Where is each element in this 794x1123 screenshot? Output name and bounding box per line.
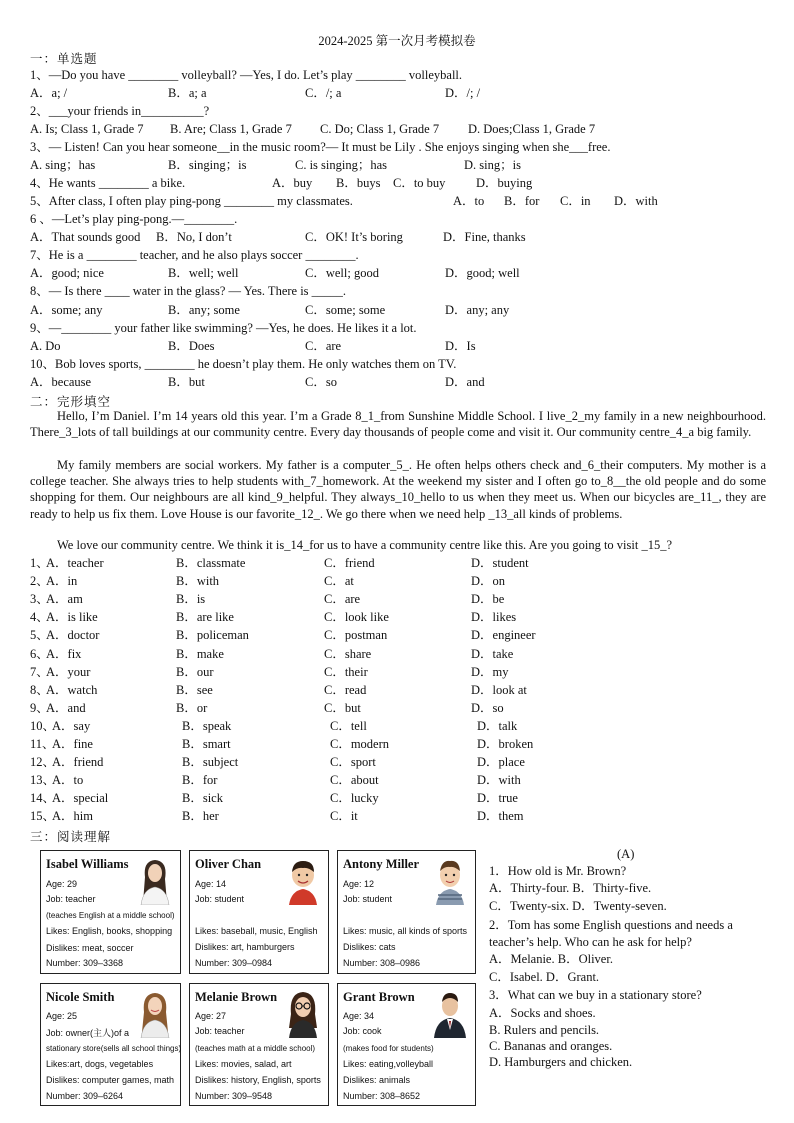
card-line: Age: 27 bbox=[195, 1011, 227, 1021]
cloze-option-number: 6、 bbox=[30, 646, 49, 661]
cloze-option: D．be bbox=[471, 592, 505, 607]
cloze-option: C．it bbox=[330, 809, 358, 824]
card-line: (teaches English at a middle school) bbox=[46, 911, 175, 920]
cloze-option: B．are like bbox=[176, 610, 234, 625]
cloze-option: A．am bbox=[46, 592, 83, 607]
cloze-option-number: 9、 bbox=[30, 700, 49, 715]
cloze-option: A．and bbox=[46, 700, 86, 715]
cloze-option: B．speak bbox=[182, 718, 232, 733]
cloze-option-number: 7、 bbox=[30, 664, 49, 679]
card-line: Job: teacher bbox=[195, 1026, 245, 1036]
option: C．are bbox=[305, 339, 342, 353]
reading-line: A．Socks and shoes. bbox=[489, 1006, 596, 1020]
profile-card-isabel bbox=[40, 850, 181, 974]
option: C．so bbox=[305, 375, 337, 389]
option: C. Do; Class 1, Grade 7 bbox=[320, 122, 440, 136]
cloze-option: D．talk bbox=[477, 718, 518, 733]
reading-line: D. Hamburgers and chicken. bbox=[489, 1055, 633, 1069]
cloze-option: D．my bbox=[471, 664, 509, 679]
card-line: (makes food for students) bbox=[343, 1044, 434, 1053]
option: A．That sounds good bbox=[30, 230, 141, 244]
option: B．Does bbox=[168, 339, 215, 353]
reading-line: 2．Tom has some English questions and needs a bbox=[489, 918, 733, 932]
cloze-option: C．tell bbox=[330, 718, 367, 733]
card-line: Dislikes: cats bbox=[343, 942, 396, 952]
option: D．/; / bbox=[445, 86, 481, 100]
card-line: Dislikes: animals bbox=[343, 1075, 411, 1085]
cloze-option-number: 5、 bbox=[30, 628, 49, 643]
woman-portrait-icon bbox=[135, 988, 175, 1038]
card-line: Age: 34 bbox=[343, 1011, 375, 1021]
card-line: Job: cook bbox=[343, 1026, 382, 1036]
reading-line: C. Bananas and oranges. bbox=[489, 1039, 613, 1053]
reading-line: A．Thirty-four. B．Thirty-five. bbox=[489, 881, 652, 895]
option: D．any; any bbox=[445, 303, 510, 317]
cloze-option: A．teacher bbox=[46, 556, 104, 570]
cloze-option-number: 14、 bbox=[30, 791, 56, 806]
cloze-option: A．to bbox=[52, 773, 84, 788]
option: B. Are; Class 1, Grade 7 bbox=[170, 122, 292, 136]
question-5: 5、After class, I often play ping-pong ________ my classmates. bbox=[30, 194, 353, 208]
cloze-option: B．with bbox=[176, 574, 220, 589]
reading-passage-label: (A) bbox=[617, 847, 635, 861]
option: B．buys bbox=[336, 176, 381, 190]
card-name: Oliver Chan bbox=[195, 857, 262, 871]
question-9: 9、—________ your father like swimming? —Yes, he does. He likes it a lot. bbox=[30, 321, 417, 335]
option: B．any; some bbox=[168, 303, 240, 317]
cloze-option: C．modern bbox=[330, 737, 390, 751]
option: A. Is; Class 1, Grade 7 bbox=[30, 122, 144, 136]
cloze-option-number: 15、 bbox=[30, 809, 56, 824]
option: D．with bbox=[614, 194, 658, 208]
cloze-option: D．look at bbox=[471, 682, 527, 697]
cloze-option: D．so bbox=[471, 700, 504, 715]
cloze-option: B．is bbox=[176, 592, 206, 607]
section-heading-cloze: 二：完形填空 bbox=[30, 394, 112, 409]
option: B．singing；is bbox=[168, 158, 247, 172]
option: B．well; well bbox=[168, 266, 239, 280]
cloze-option-number: 1、 bbox=[30, 556, 49, 570]
option: B．for bbox=[504, 194, 540, 208]
cloze-option-number: 11、 bbox=[30, 737, 55, 751]
card-line: Age: 14 bbox=[195, 879, 227, 889]
profile-card-melanie bbox=[189, 983, 329, 1106]
cloze-option: C．about bbox=[330, 773, 379, 788]
cloze-option: C．read bbox=[324, 682, 367, 697]
section-heading-single-choice: 一：单选题 bbox=[30, 51, 98, 66]
cloze-option: D．engineer bbox=[471, 628, 536, 643]
man-in-suit-icon bbox=[430, 988, 470, 1038]
cloze-option: C．their bbox=[324, 664, 368, 679]
profile-card-oliver bbox=[189, 850, 329, 974]
card-line: (teaches math at a middle school) bbox=[195, 1044, 316, 1053]
option: D．buying bbox=[476, 176, 533, 190]
cloze-option: B．see bbox=[176, 682, 213, 697]
cloze-option: A．in bbox=[46, 574, 78, 589]
option: D．Is bbox=[445, 339, 476, 353]
question-4: 4、He wants ________ a bike. bbox=[30, 176, 186, 190]
cloze-paragraph-3: We love our community centre. We think it is_14_for us to have a community centre like this. Are you going to visit _15_? bbox=[57, 538, 673, 552]
profile-card-grant bbox=[337, 983, 476, 1106]
cloze-option-number: 12、 bbox=[30, 755, 56, 770]
cloze-option: B．or bbox=[176, 700, 208, 715]
cloze-option: D．them bbox=[477, 809, 524, 824]
reading-line: C．Isabel. D．Grant. bbox=[489, 970, 600, 984]
card-line: Job: student bbox=[195, 894, 245, 904]
cloze-option: B．subject bbox=[182, 755, 239, 770]
card-line: Job: student bbox=[343, 894, 393, 904]
cloze-option: D．with bbox=[477, 773, 521, 788]
cloze-option: B．make bbox=[176, 646, 224, 661]
option: D．Fine, thanks bbox=[443, 230, 526, 244]
reading-line: B. Rulers and pencils. bbox=[489, 1023, 600, 1037]
card-name: Melanie Brown bbox=[195, 990, 278, 1004]
reading-line: C．Twenty-six. D．Twenty-seven. bbox=[489, 899, 667, 913]
question-1: 1、—Do you have ________ volleyball? —Yes, I do. Let’s play ________ volleyball. bbox=[30, 68, 463, 82]
question-3: 3、— Listen! Can you hear someone__in the music room?— It must be Lily . She enjoys singing when she___free. bbox=[30, 140, 611, 154]
cloze-option: C．at bbox=[324, 574, 354, 589]
cloze-option: C．look like bbox=[324, 610, 389, 625]
cloze-option: D．likes bbox=[471, 610, 517, 625]
question-2: 2、___your friends in__________? bbox=[30, 104, 210, 118]
option: A. Do bbox=[30, 339, 61, 353]
option: A．some; any bbox=[30, 303, 103, 317]
card-name: Nicole Smith bbox=[46, 990, 115, 1004]
option: A．because bbox=[30, 375, 92, 389]
cloze-option-number: 3、 bbox=[30, 592, 49, 607]
cloze-option: D．broken bbox=[477, 737, 534, 751]
card-line: Number: 309–9548 bbox=[195, 1091, 273, 1101]
card-line: Likes:art, dogs, vegetables bbox=[46, 1059, 154, 1069]
cloze-option: A．doctor bbox=[46, 628, 100, 643]
card-line: Age: 25 bbox=[46, 1011, 78, 1021]
option: A. sing；has bbox=[30, 158, 96, 172]
cloze-option: A．your bbox=[46, 664, 91, 679]
page-title: 2024-2025 第一次月考模拟卷 bbox=[318, 34, 476, 48]
card-line: Number: 309–6264 bbox=[46, 1091, 124, 1101]
cloze-option: B．classmate bbox=[176, 556, 246, 570]
cloze-option: A．special bbox=[52, 791, 109, 806]
option: C．in bbox=[560, 194, 591, 208]
cloze-option-number: 10、 bbox=[30, 718, 56, 733]
cloze-option: C．lucky bbox=[330, 791, 379, 806]
cloze-option: C．but bbox=[324, 700, 361, 715]
option: D. Does;Class 1, Grade 7 bbox=[468, 122, 596, 136]
cloze-option-number: 13、 bbox=[30, 773, 56, 788]
card-line: Number: 308–0986 bbox=[343, 958, 421, 968]
card-line: Age: 12 bbox=[343, 879, 375, 889]
card-line: Likes: English, books, shopping bbox=[46, 926, 173, 936]
cloze-option: B．sick bbox=[182, 791, 223, 806]
cloze-option: B．for bbox=[182, 773, 218, 788]
cloze-option: C．postman bbox=[324, 628, 388, 643]
profile-card-antony bbox=[337, 850, 476, 974]
card-line: Dislikes: art, hamburgers bbox=[195, 942, 295, 952]
option: A．good; nice bbox=[30, 266, 104, 280]
card-line: Number: 309–0984 bbox=[195, 958, 273, 968]
option: C. is singing；has bbox=[295, 158, 388, 172]
cloze-option: D．take bbox=[471, 646, 514, 661]
cloze-option: C．sport bbox=[330, 755, 376, 770]
option: C．some; some bbox=[305, 303, 386, 317]
option: A．to bbox=[453, 194, 485, 208]
cloze-option: B．policeman bbox=[176, 628, 249, 643]
cloze-option: A．friend bbox=[52, 755, 104, 770]
question-8: 8、— Is there ____ water in the glass? — Yes. There is _____. bbox=[30, 284, 347, 298]
cloze-option: A．fine bbox=[52, 737, 93, 751]
cloze-option: D．place bbox=[477, 755, 525, 770]
card-name: Isabel Williams bbox=[46, 857, 129, 871]
option: B．No, I don’t bbox=[156, 230, 232, 244]
profile-card-nicole bbox=[40, 983, 181, 1106]
reading-line: 3．What can we buy in a stationary store? bbox=[489, 988, 702, 1002]
cloze-option: C．are bbox=[324, 592, 361, 607]
cloze-option: C．friend bbox=[324, 556, 375, 570]
question-10: 10、Bob loves sports, ________ he doesn’t play them. He only watches them on TV. bbox=[30, 357, 457, 371]
cloze-option: B．smart bbox=[182, 737, 231, 751]
cloze-option-number: 8、 bbox=[30, 682, 49, 697]
card-line: Likes: music, all kinds of sports bbox=[343, 926, 468, 936]
card-name: Grant Brown bbox=[343, 990, 415, 1004]
card-line: Likes: eating,volleyball bbox=[343, 1059, 434, 1069]
option: C．OK! It’s boring bbox=[305, 230, 403, 244]
woman-with-glasses-icon bbox=[283, 988, 323, 1038]
cloze-option: D．true bbox=[477, 791, 518, 806]
option: B．but bbox=[168, 375, 205, 389]
reading-line: 1．How old is Mr. Brown? bbox=[489, 864, 627, 878]
cloze-option-number: 4、 bbox=[30, 610, 49, 625]
card-name: Antony Miller bbox=[343, 857, 420, 871]
boy-portrait-icon bbox=[283, 855, 323, 905]
cloze-option: A．is like bbox=[46, 610, 98, 625]
boy-portrait-icon bbox=[430, 855, 470, 905]
option: B．a; a bbox=[168, 86, 207, 100]
option: C．/; a bbox=[305, 86, 342, 100]
card-line: Job: teacher bbox=[46, 894, 96, 904]
cloze-option: A．him bbox=[52, 809, 93, 824]
card-line: Likes: baseball, music, English bbox=[195, 926, 318, 936]
section-heading-reading: 三：阅读理解 bbox=[30, 829, 112, 844]
card-line: Number: 309–3368 bbox=[46, 958, 124, 968]
card-line: Dislikes: meat, soccer bbox=[46, 943, 134, 953]
reading-line: A．Melanie. B．Oliver. bbox=[489, 952, 613, 966]
cloze-option: A．fix bbox=[46, 646, 82, 661]
cloze-option: A．watch bbox=[46, 682, 98, 697]
option: C．to buy bbox=[393, 176, 446, 190]
woman-portrait-icon bbox=[135, 855, 175, 905]
card-line: Age: 29 bbox=[46, 879, 78, 889]
card-line: Dislikes: history, English, sports bbox=[195, 1075, 321, 1085]
cloze-option: D．student bbox=[471, 556, 529, 570]
option: D．good; well bbox=[445, 266, 520, 280]
cloze-option: B．her bbox=[182, 809, 219, 824]
option: D．and bbox=[445, 375, 485, 389]
cloze-paragraph-2: My family members are social workers. My father is a computer_5_. He often helps others check and_6_their computers. My mother is a college teacher. She always tries to help students with_7_homework. At the weekend my sister and I often go to_8__the old people and do some shopping for them. Our neighbours are all kind_9_helpful. They always_10_hello to us when they meet us. When our bicycles are_11_, they are ready to help us fix them. Love House is our favorite_12_. We go there when we need help _13_all kinds of problems. bbox=[30, 458, 766, 521]
card-line: Job: owner(主人)of a bbox=[46, 1028, 130, 1038]
question-6: 6 、—Let’s play ping-pong.—________. bbox=[30, 212, 238, 226]
option: D. sing；is bbox=[464, 158, 521, 172]
option: A．buy bbox=[272, 176, 313, 190]
option: C．well; good bbox=[305, 266, 379, 280]
question-7: 7、He is a ________ teacher, and he also plays soccer ________. bbox=[30, 248, 359, 262]
card-line: stationary store(sells all school things) bbox=[46, 1044, 182, 1053]
card-line: Number: 308–8652 bbox=[343, 1091, 421, 1101]
reading-line: teacher’s help. Who can he ask for help? bbox=[489, 935, 692, 949]
cloze-paragraph-1: Hello, I’m Daniel. I’m 14 years old this year. I’m a Grade 8_1_from Sunshine Middle School. I live_2_my family in a new neighbourhood. There_3_lots of tall buildings at our community centre. Every day thousands of people come and visit it. Our community centre_4_a big family. bbox=[30, 409, 766, 440]
option: A．a; / bbox=[30, 86, 68, 100]
card-line: Likes: movies, salad, art bbox=[195, 1059, 292, 1069]
cloze-option: A．say bbox=[52, 718, 91, 733]
cloze-option-number: 2、 bbox=[30, 574, 49, 589]
card-line: Dislikes: computer games, math bbox=[46, 1075, 175, 1085]
cloze-option: C．share bbox=[324, 646, 372, 661]
cloze-option: D．on bbox=[471, 574, 506, 589]
cloze-option: B．our bbox=[176, 664, 214, 679]
